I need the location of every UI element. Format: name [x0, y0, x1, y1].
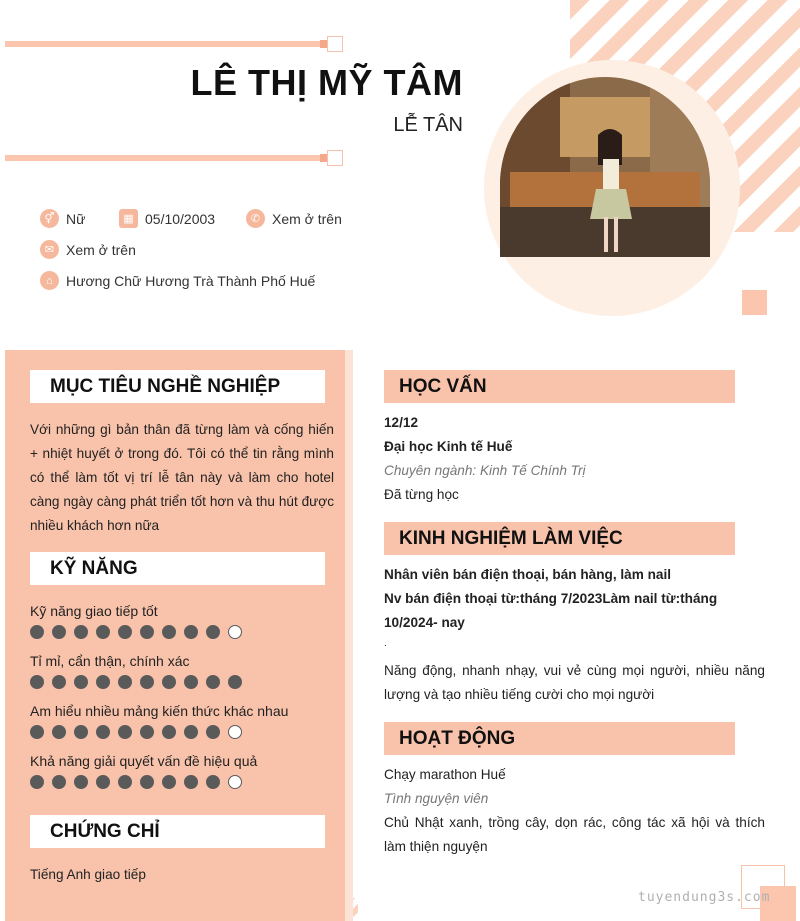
rating-dot-empty [228, 775, 242, 789]
objective-heading: MỤC TIÊU NGHỀ NGHIỆP [30, 370, 325, 403]
skill-rating [30, 775, 330, 789]
rating-dot-filled [30, 775, 44, 789]
certificate-item: Tiếng Anh giao tiếp [30, 867, 146, 882]
skill-label: Tỉ mỉ, cẩn thận, chính xác [30, 653, 190, 669]
experience-description: Năng động, nhanh nhạy, vui vẻ cùng mọi người, nhiều năng lượng và tạo nhiều tiếng cười cho mọi người [384, 663, 765, 702]
rating-dot-filled [52, 775, 66, 789]
rating-dot-filled [96, 625, 110, 639]
rating-dot-filled [206, 775, 220, 789]
gender-value: Nữ [66, 210, 86, 227]
phone-value: Xem ở trên [272, 210, 342, 227]
contact-email [40, 240, 136, 259]
rating-dot-filled [206, 675, 220, 689]
calendar-icon: ▦ [119, 209, 138, 228]
rating-dot-filled [74, 625, 88, 639]
certificates-heading: CHỨNG CHỈ [30, 815, 325, 848]
education-grade: 12/12 [384, 415, 419, 430]
objective-text: Với những gì bản thân đã từng làm và cống hiến + nhiệt huyết ở trong đó. Tôi có thể tin rằng mình có thể làm tốt vị trí lễ tân này và làm cho hotel càng ngày càng phát triển tốt hơn và thu hút được nhiều khách hơn nữa [30, 422, 334, 533]
education-school: Đại học Kinh tế Huế [384, 439, 513, 454]
address-value: Hương Chữ Hương Trà Thành Phố Huế [66, 272, 316, 289]
activities-heading: HOẠT ĐỘNG [384, 722, 735, 755]
rating-dot-filled [96, 675, 110, 689]
experience-role: Nhân viên bán điện thoại, bán hàng, làm nail [384, 567, 672, 582]
job-title: LỄ TÂN [393, 114, 463, 136]
rating-dot-filled [140, 675, 154, 689]
rating-dot-empty [228, 625, 242, 639]
header-rule-top [5, 41, 327, 47]
candidate-name: LÊ THỊ MỸ TÂM [190, 62, 463, 103]
rating-dot-filled [162, 625, 176, 639]
contact-birthday [119, 209, 215, 228]
rating-dot-filled [162, 675, 176, 689]
rating-dot-filled [184, 675, 198, 689]
rating-dot-filled [184, 725, 198, 739]
header-rule-bottom [5, 155, 327, 161]
rating-dot-filled [96, 725, 110, 739]
experience-period: Nv bán điện thoại từ:tháng 7/2023Làm nail từ:tháng 10/2024- nay [384, 591, 718, 630]
watermark: tuyendung3s.com [638, 890, 771, 905]
experience-bullet: . [384, 638, 387, 649]
rating-dot-empty [228, 725, 242, 739]
email-value: Xem ở trên [66, 241, 136, 258]
contact-gender [40, 209, 85, 228]
skill-item [30, 603, 330, 639]
rating-dot-filled [140, 775, 154, 789]
contact-phone [246, 209, 342, 228]
birthday-value: 05/10/2003 [145, 210, 216, 227]
rating-dot-filled [162, 775, 176, 789]
activity-description: Chủ Nhật xanh, trồng cây, dọn rác, công tác xã hội và thích làm thiện nguyện [384, 815, 765, 854]
rating-dot-filled [74, 675, 88, 689]
rating-dot-filled [74, 775, 88, 789]
skill-item [30, 753, 330, 789]
education-heading: HỌC VẤN [384, 370, 735, 403]
rating-dot-filled [52, 625, 66, 639]
rating-dot-filled [96, 775, 110, 789]
rating-dot-filled [52, 725, 66, 739]
contact-address [40, 271, 315, 290]
rating-dot-filled [206, 725, 220, 739]
rating-dot-filled [184, 775, 198, 789]
rating-dot-filled [162, 725, 176, 739]
gender-icon: ⚥ [40, 209, 59, 228]
rating-dot-filled [52, 675, 66, 689]
experience-heading: KINH NGHIỆM LÀM VIỆC [384, 522, 735, 555]
rating-dot-filled [118, 675, 132, 689]
rating-dot-filled [140, 625, 154, 639]
rating-dot-filled [118, 625, 132, 639]
skill-rating [30, 725, 330, 739]
skill-rating [30, 675, 330, 689]
skill-rating [30, 625, 330, 639]
rating-dot-filled [184, 625, 198, 639]
rule-end-square [327, 150, 343, 166]
activity-role: Tình nguyện viên [384, 791, 489, 806]
decorative-square [742, 290, 767, 315]
education-major: Chuyên ngành: Kinh Tế Chính Trị [384, 463, 586, 478]
skill-item [30, 703, 330, 739]
skill-item [30, 653, 330, 689]
education-status: Đã từng học [384, 487, 459, 502]
rating-dot-filled [206, 625, 220, 639]
phone-icon: ✆ [246, 209, 265, 228]
rating-dot-filled [118, 725, 132, 739]
home-icon: ⌂ [40, 271, 59, 290]
left-column-edge [345, 350, 353, 921]
rating-dot-filled [74, 725, 88, 739]
skill-label: Kỹ năng giao tiếp tốt [30, 603, 158, 619]
skill-label: Khả năng giải quyết vấn đề hiệu quả [30, 753, 258, 769]
skills-heading: KỸ NĂNG [30, 552, 325, 585]
rating-dot-filled [118, 775, 132, 789]
email-icon: ✉ [40, 240, 59, 259]
rating-dot-filled [30, 625, 44, 639]
rule-end-square [327, 36, 343, 52]
rating-dot-filled [30, 725, 44, 739]
activity-event: Chạy marathon Huế [384, 767, 506, 782]
rating-dot-filled [228, 675, 242, 689]
rating-dot-filled [140, 725, 154, 739]
skill-label: Am hiểu nhiều mảng kiến thức khác nhau [30, 703, 289, 719]
rating-dot-filled [30, 675, 44, 689]
